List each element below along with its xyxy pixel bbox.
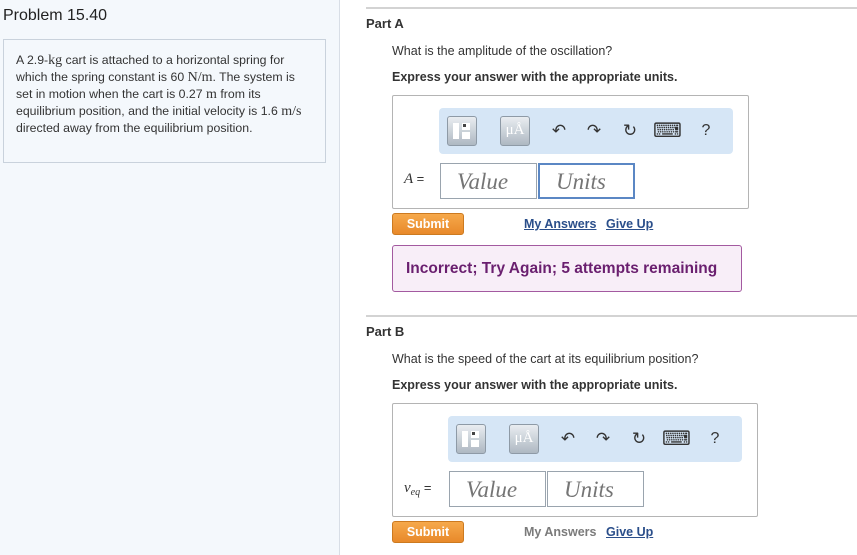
part-b-submit-button[interactable]: Submit <box>392 521 464 543</box>
problem-panel <box>0 0 340 555</box>
part-a-answer-box <box>392 95 749 209</box>
part-b-my-answers-link[interactable]: My Answers <box>524 525 597 539</box>
reset-icon[interactable]: ↻ <box>631 429 647 448</box>
keyboard-icon[interactable]: ⌨ <box>662 428 691 450</box>
part-b-give-up-link[interactable]: Give Up <box>606 525 654 539</box>
problem-text: from its equilibrium position, and the initial velocity is 1.6 <box>16 87 282 118</box>
equals-sign: = <box>423 480 432 495</box>
part-b-answer-box <box>392 403 758 517</box>
problem-text: . The system is set in motion when the cart is 0.27 <box>16 70 295 101</box>
reset-icon[interactable]: ↻ <box>622 121 638 140</box>
equals-sign: = <box>416 171 425 186</box>
part-a-math-toolbar <box>439 108 733 154</box>
part-b-math-toolbar <box>448 416 742 462</box>
part-b-units-input[interactable] <box>547 471 644 507</box>
undo-icon[interactable]: ↶ <box>551 121 567 140</box>
part-b-divider <box>366 315 857 317</box>
help-icon[interactable]: ? <box>701 122 711 139</box>
part-a-title: Part A <box>366 16 404 31</box>
unit-m: m <box>206 87 217 102</box>
help-icon[interactable]: ? <box>710 430 720 447</box>
part-a-give-up-link[interactable]: Give Up <box>606 217 654 231</box>
part-a-my-answers-link[interactable]: My Answers <box>524 217 597 231</box>
part-b-title: Part B <box>366 324 405 339</box>
part-a-question: What is the amplitude of the oscillation? <box>392 44 613 58</box>
variable-symbol: v <box>404 480 411 496</box>
part-a-instruction: Express your answer with the appropriate units. <box>392 70 678 84</box>
problem-text: directed away from the equilibrium position. <box>16 121 253 135</box>
symbols-button[interactable] <box>509 424 539 454</box>
part-b-question: What is the speed of the cart at its equilibrium position? <box>392 352 699 366</box>
part-a-variable-label <box>404 171 424 188</box>
variable-symbol: A <box>404 171 413 187</box>
part-b-instruction: Express your answer with the appropriate units. <box>392 378 678 392</box>
answer-panel <box>340 0 857 555</box>
part-a-units-input[interactable] <box>538 163 635 199</box>
variable-subscript: eq <box>410 487 421 498</box>
part-a-feedback-message: Incorrect; Try Again; 5 attempts remaining <box>392 245 742 292</box>
unit-kg: kg <box>48 53 63 68</box>
templates-icon <box>457 425 485 453</box>
mu-angstrom-icon: μÅ <box>514 430 534 446</box>
redo-icon[interactable]: ↷ <box>586 121 602 140</box>
templates-button[interactable] <box>447 116 477 146</box>
problem-text: A 2.9- <box>16 53 49 67</box>
problem-statement <box>3 39 326 163</box>
part-a-submit-button[interactable]: Submit <box>392 213 464 235</box>
part-a-divider <box>366 7 857 9</box>
part-a-value-input[interactable] <box>440 163 537 199</box>
redo-icon[interactable]: ↷ <box>595 429 611 448</box>
symbols-button[interactable] <box>500 116 530 146</box>
keyboard-icon[interactable]: ⌨ <box>653 120 682 142</box>
problem-title: Problem 15.40 <box>3 7 108 24</box>
unit-m-per-s: m/s <box>281 104 302 119</box>
templates-button[interactable] <box>456 424 486 454</box>
part-b-value-input[interactable] <box>449 471 546 507</box>
templates-icon <box>448 117 476 145</box>
mu-angstrom-icon: μÅ <box>505 122 525 138</box>
part-b-variable-label <box>404 480 431 498</box>
problem-text: cart is attached to a horizontal spring for which the spring constant is 60 <box>16 53 285 84</box>
unit-n-per-m: N/m <box>187 70 213 85</box>
undo-icon[interactable]: ↶ <box>560 429 576 448</box>
